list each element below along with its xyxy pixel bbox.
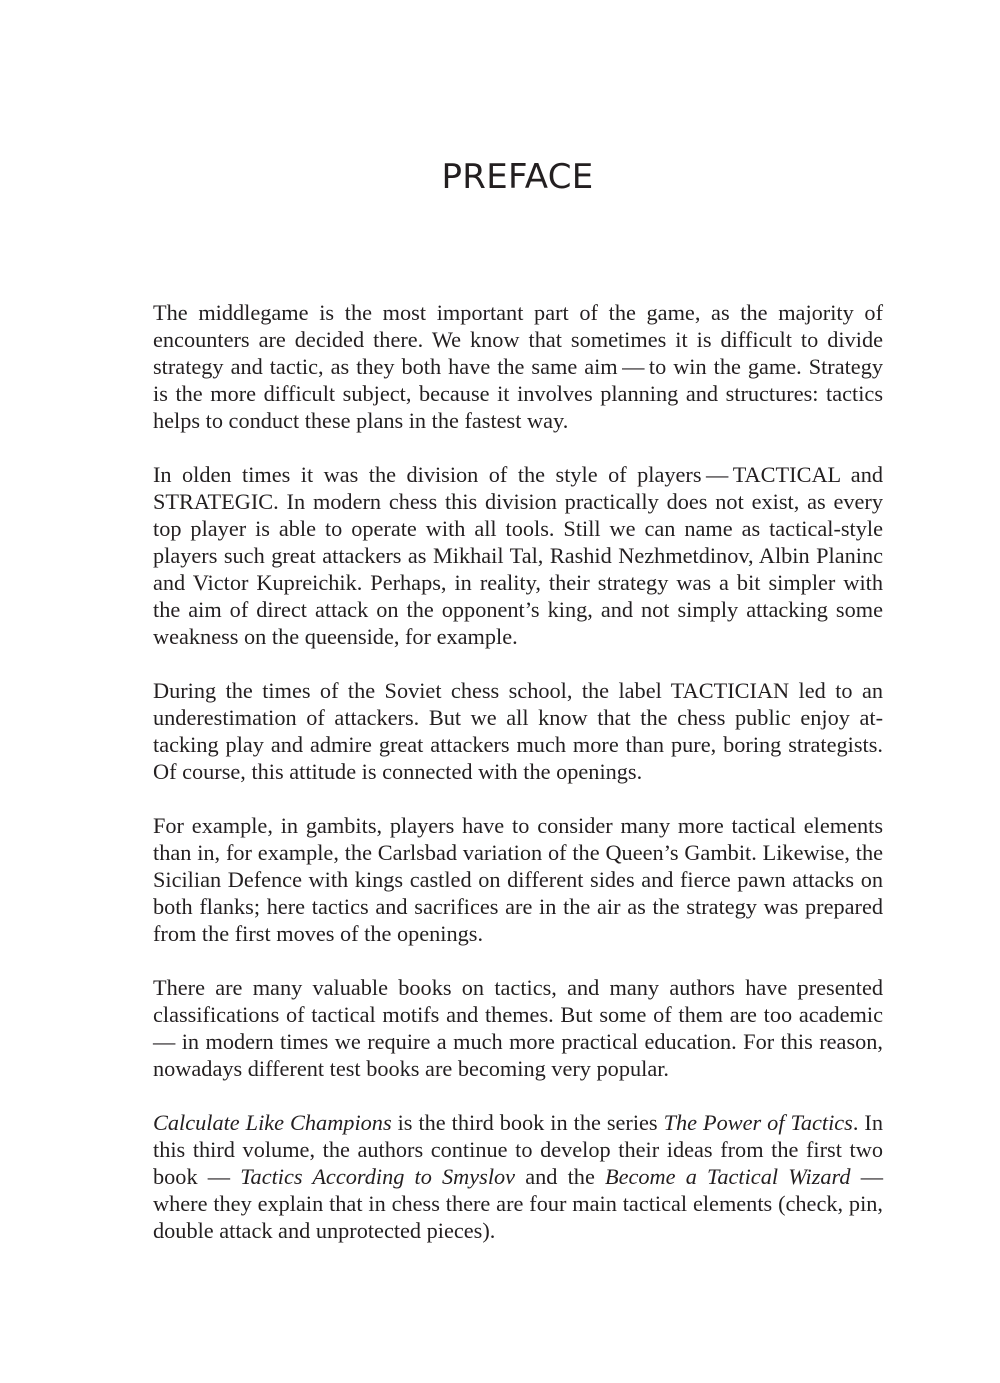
- book-title-become-a-tactical-wizard: Become a Tactical Wizard: [605, 1164, 851, 1189]
- book-title-calculate-like-champions: Calculate Like Champions: [153, 1110, 392, 1135]
- paragraph-5: There are many valuable books on tactics, and many authors have presented classifications of tactical motifs and themes. But some of them are too academic — in modern times we require a much more practical education. For this reason, nowadays different test books are becoming very popular.: [153, 975, 883, 1081]
- paragraph-6: [153, 1109, 883, 1244]
- book-title-tactics-according-to-smyslov: Tactics According to Smyslov: [240, 1164, 516, 1189]
- paragraph-1: The middlegame is the most important part of the game, as the majority of encounters are decided there. We know that sometimes it is difficult to divide strategy and tactic, as they both have the same aim — to win the game. Strategy is the more difficult subject, because it involves planning and structures: tactics helps to conduct these plans in the fastest way.: [153, 300, 883, 433]
- series-title-power-of-tactics: The Power of Tactics: [663, 1110, 853, 1135]
- paragraph-6-text-3: and the: [515, 1164, 605, 1189]
- paragraph-6-text-2: . In this third volume, the authors continue to develop their ideas from the first two book —: [153, 1110, 883, 1189]
- page-title: PREFACE: [441, 157, 594, 197]
- paragraph-2: In olden times it was the division of the style of players — TACTICAL and STRATEGIC. In modern chess this division practically does not exist, as every top player is able to operate with all tools. Still we can name as tactical-style players such great attackers as Mikhail Tal, Rashid Nezhmetdinov, Albin Planinc and Victor Kupreichik. Perhaps, in reality, their strategy was a bit simpler with the aim of direct attack on the opponent’s king, and not simply attacking some weakness on the queenside, for example.: [153, 462, 883, 649]
- paragraph-4: For example, in gambits, players have to consider many more tactical elements than in, for example, the Carlsbad variation of the Queen’s Gambit. Likewise, the Sicilian Defence with kings castled on different sides and fierce pawn attacks on both flanks; here tactics and sacrifices are in the air as the strategy was prepared from the first moves of the openings.: [153, 813, 883, 946]
- preface-body: [153, 299, 883, 1244]
- paragraph-6-text-4: — where they explain that in chess there are four main tactical elements (check, pin, double attack and unprotected pieces).: [153, 1164, 884, 1243]
- paragraph-6-text-1: is the third book in the series: [391, 1110, 664, 1135]
- paragraph-3: During the times of the Soviet chess school, the label TACTICIAN led to an underestimation of attackers. But we all know that the chess public enjoy attacking play and admire great attackers much more than pure, boring strategists. Of course, this attitude is connected with the openings.: [153, 678, 883, 784]
